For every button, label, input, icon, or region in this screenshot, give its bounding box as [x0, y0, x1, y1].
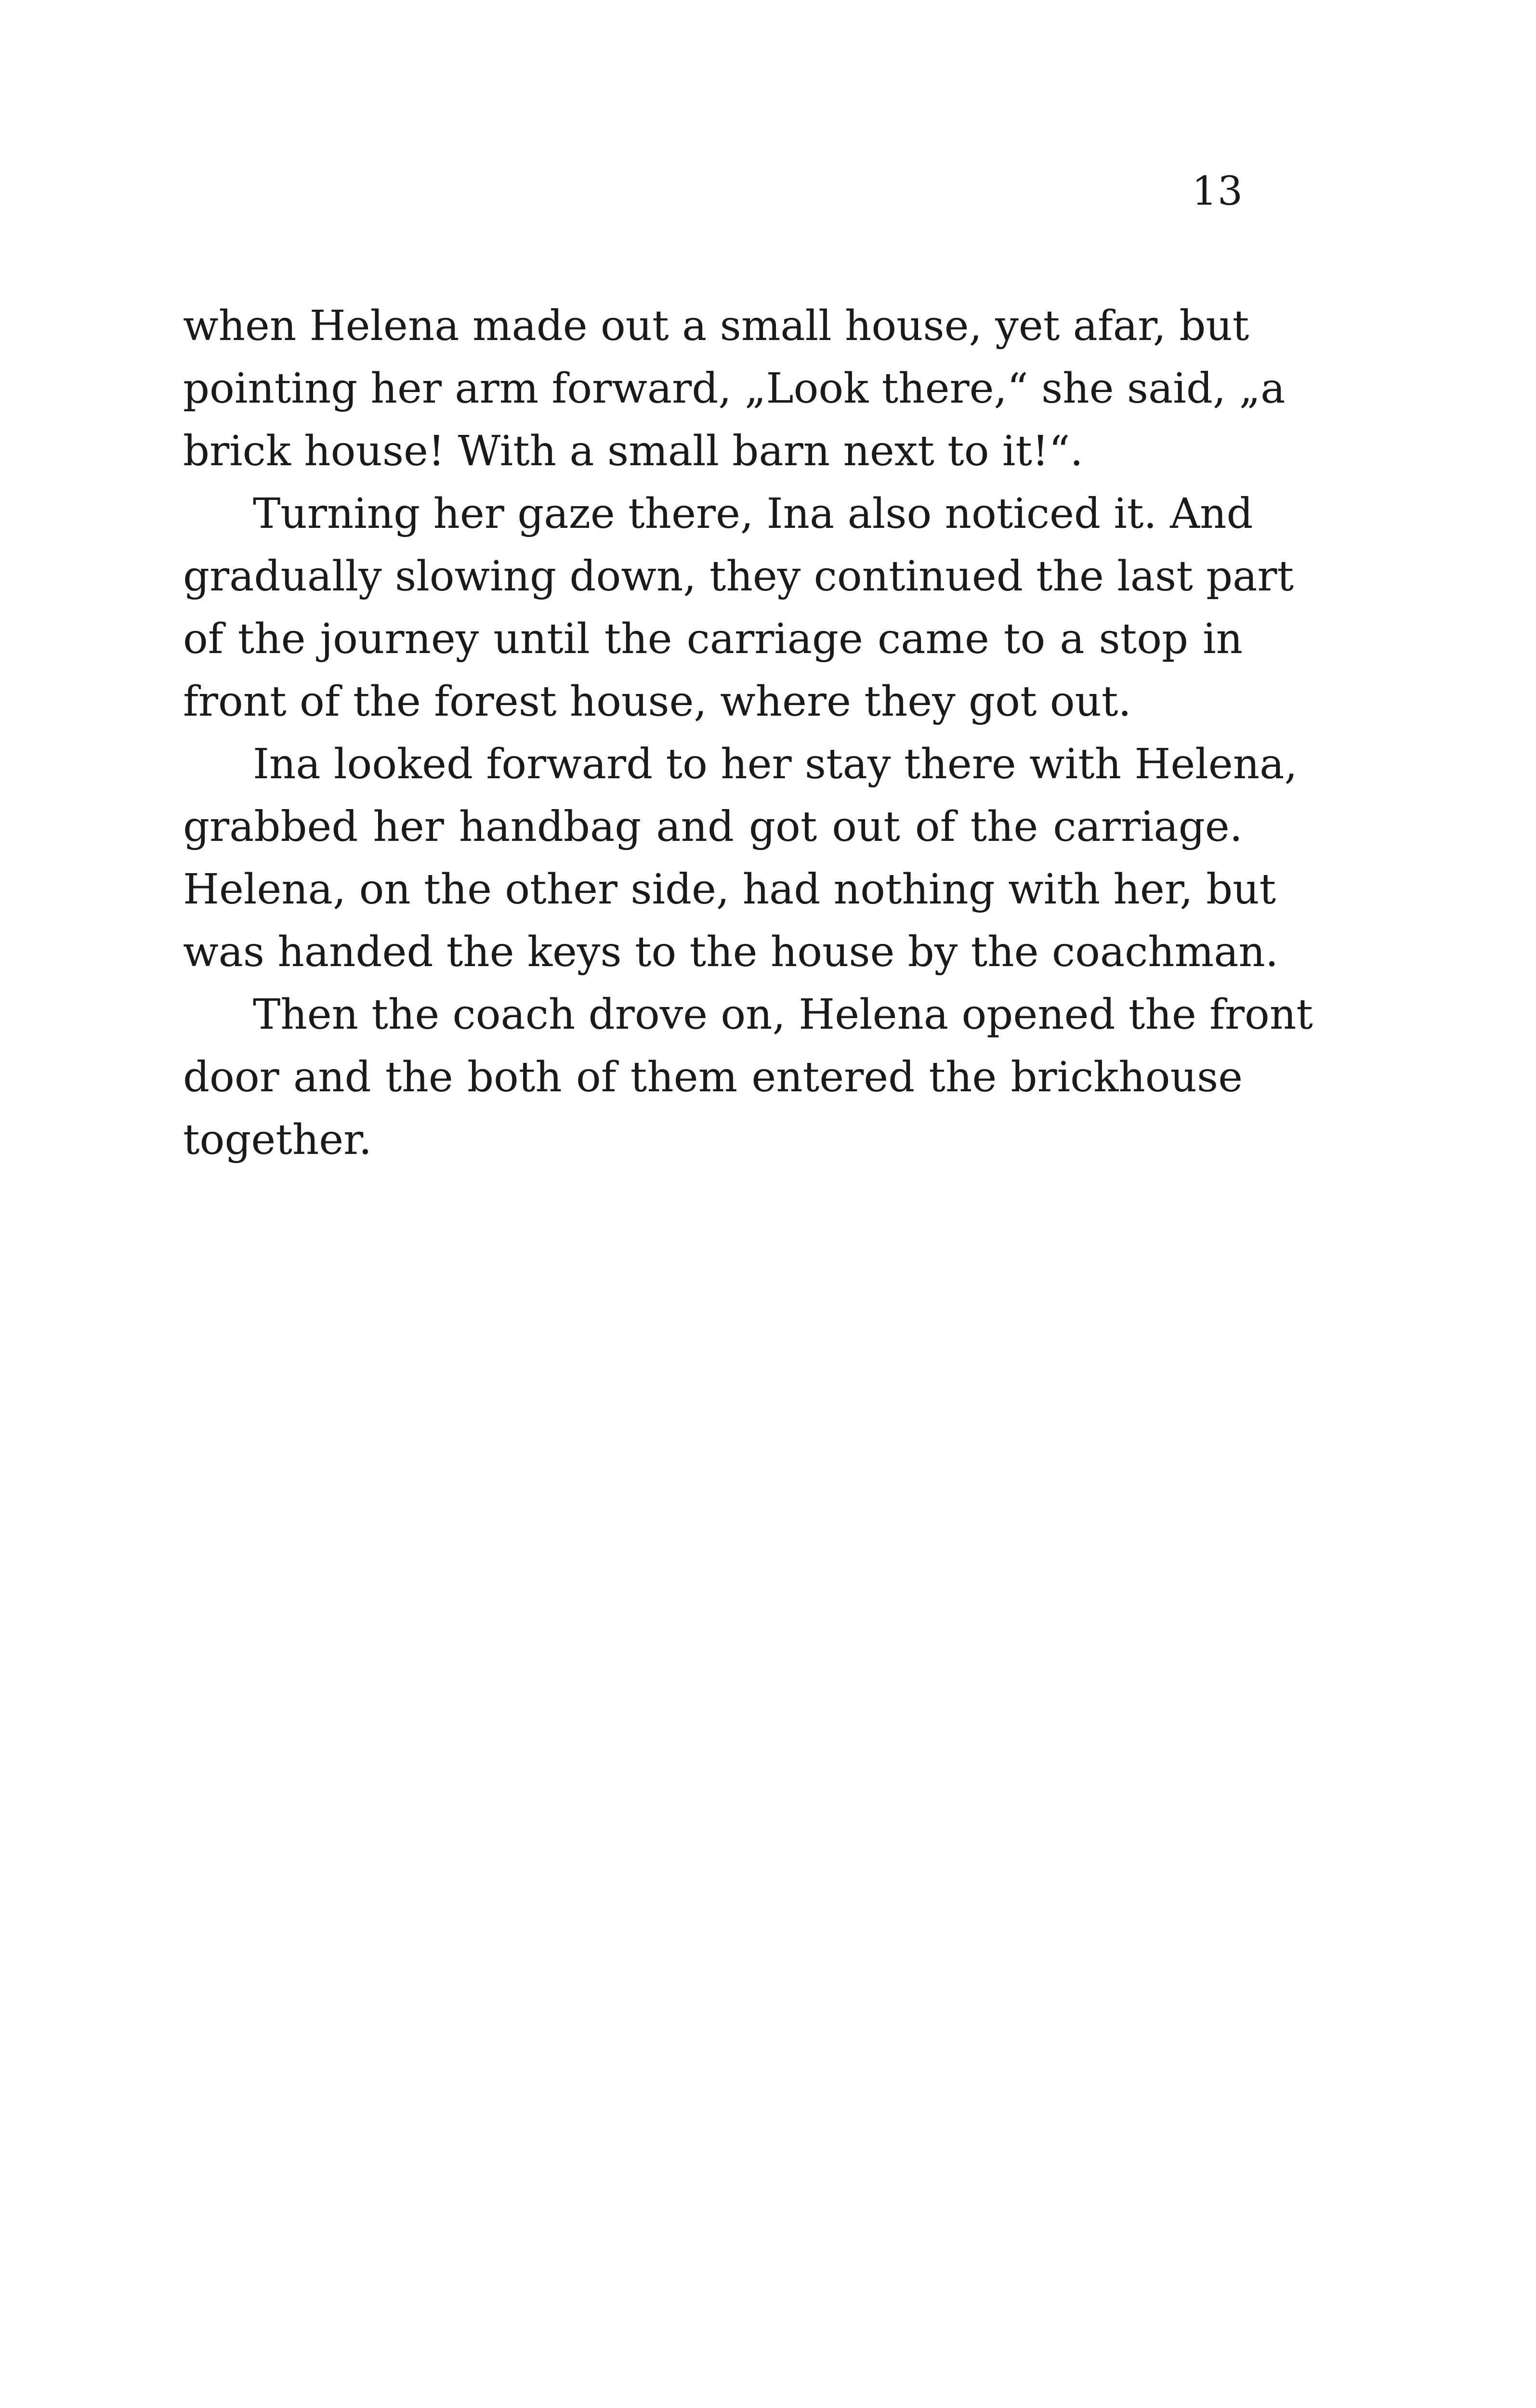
paragraph-1	[183, 295, 1286, 483]
page-number: 13	[1192, 169, 1243, 214]
text-line: pointing her arm forward, „Look there,“ she said, „a	[183, 365, 1286, 413]
text-line: brick house! With a small barn next to it!“.	[183, 427, 1083, 475]
text-line: of the journey until the carriage came to a stop in	[183, 615, 1243, 663]
text-line: Ina looked forward to her stay there with Helena,	[253, 740, 1298, 788]
text-line: grabbed her handbag and got out of the carriage.	[183, 803, 1243, 851]
text-line: was handed the keys to the house by the coachman.	[183, 928, 1279, 976]
paragraph-2	[183, 483, 1294, 733]
text-line: gradually slowing down, they continued the last part	[183, 552, 1294, 601]
text-line: front of the forest house, where they got out.	[183, 678, 1131, 726]
text-line: Then the coach drove on, Helena opened the front	[253, 991, 1313, 1039]
text-line: Helena, on the other side, had nothing with her, but	[183, 865, 1276, 914]
text-line: Turning her gaze there, Ina also noticed it. And	[253, 490, 1253, 538]
text-line: together.	[183, 1116, 372, 1164]
text-line: when Helena made out a small house, yet afar, but	[183, 302, 1249, 350]
text-line: door and the both of them entered the brickhouse	[183, 1053, 1243, 1101]
paragraph-3	[183, 733, 1298, 983]
body-text	[183, 295, 1313, 1171]
paragraph-4	[183, 983, 1313, 1171]
